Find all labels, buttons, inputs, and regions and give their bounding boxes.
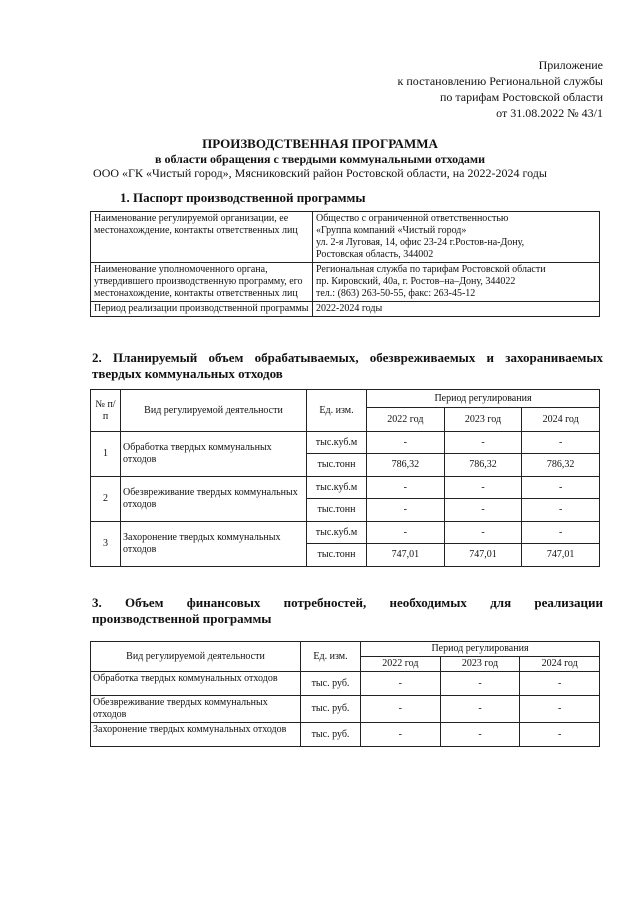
unit-cell: тыс.тонн [307, 499, 367, 522]
table-row [91, 263, 600, 302]
passport-value [313, 212, 600, 263]
value-line: пр. Кировский, 40а, г. Ростов–на–Дону, 344022 [316, 276, 516, 287]
year-header: 2023 год [444, 408, 522, 432]
appendix-line: по тарифам Ростовской области [439, 90, 603, 104]
value-line: 2022-2024 годы [316, 303, 383, 314]
year-header: 2022 год [367, 408, 445, 432]
row-number: 2 [91, 477, 121, 522]
unit-cell: тыс. руб. [301, 672, 361, 696]
table-row [91, 723, 600, 747]
section3-heading [92, 595, 603, 627]
value-cell: - [367, 432, 445, 454]
year-header: 2024 год [522, 408, 600, 432]
activity-cell: Захоронение твердых коммунальных отходов [121, 522, 307, 567]
passport-value [313, 263, 600, 302]
value-cell: 747,01 [522, 544, 600, 567]
document-title: ПРОИЗВОДСТВЕННАЯ ПРОГРАММА [202, 136, 438, 151]
value-cell: - [444, 499, 522, 522]
table-row [91, 672, 600, 696]
appendix-block [398, 57, 603, 121]
table-row [91, 212, 600, 263]
table-header-row [91, 642, 600, 657]
unit-cell: тыс.тонн [307, 454, 367, 477]
row-number: 3 [91, 522, 121, 567]
value-cell: 747,01 [444, 544, 522, 567]
section2-heading: 2. Планируемый объем обрабатываемых, обезвреживаемых и захораниваемых твердых коммунальных отходов [92, 350, 603, 381]
table-row [91, 477, 600, 499]
unit-cell: тыс. руб. [301, 723, 361, 747]
passport-table [90, 211, 600, 317]
value-cell: - [520, 723, 600, 747]
col-header: Ед. изм. [307, 390, 367, 432]
value-line: Региональная служба по тарифам Ростовской области [316, 264, 546, 275]
value-line: ул. 2-я Луговая, 14, офис 23-24 г.Ростов-на-Дону, [316, 237, 525, 248]
col-header: № п/п [91, 390, 121, 432]
year-header: 2023 год [440, 657, 520, 672]
activity-cell: Обработка твердых коммунальных отходов [121, 432, 307, 477]
table-row [91, 522, 600, 544]
value-cell: - [520, 696, 600, 723]
document-subtitle: в области обращения с твердыми коммунальными отходами [154, 152, 485, 166]
activity-cell: Обработка твердых коммунальных отходов [91, 672, 301, 696]
value-line: тел.: (863) 263-50-55, факс: 263-45-12 [316, 288, 476, 299]
activity-cell: Захоронение твердых коммунальных отходов [91, 723, 301, 747]
table-row [91, 432, 600, 454]
col-header: Период регулирования [361, 642, 600, 657]
year-header: 2022 год [361, 657, 441, 672]
value-cell: - [361, 672, 441, 696]
value-cell: 747,01 [367, 544, 445, 567]
activity-cell: Обезвреживание твердых коммунальных отходов [121, 477, 307, 522]
appendix-line: Приложение [538, 58, 603, 72]
finance-table [90, 641, 600, 747]
value-cell: - [522, 499, 600, 522]
passport-label: Наименование регулируемой организации, ее местонахождение, контакты ответственных лиц [91, 212, 313, 263]
section1-heading: 1. Паспорт производственной программы [120, 190, 366, 205]
year-header: 2024 год [520, 657, 600, 672]
value-cell: - [444, 522, 522, 544]
value-cell: - [367, 499, 445, 522]
appendix-line: от 31.08.2022 № 43/1 [496, 106, 603, 120]
col-header: Ед. изм. [301, 642, 361, 672]
value-cell: - [522, 432, 600, 454]
table-header-row [91, 390, 600, 408]
col-header: Период регулирования [367, 390, 600, 408]
passport-label: Наименование уполномоченного органа, утвердившего производственную программу, его местонахождение, контакты ответственных лиц [91, 263, 313, 302]
table-row [91, 696, 600, 723]
unit-cell: тыс.куб.м [307, 432, 367, 454]
value-cell: - [444, 432, 522, 454]
row-number: 1 [91, 432, 121, 477]
section3-heading-line: производственной программы [92, 611, 272, 626]
value-line: Ростовская область, 344002 [316, 249, 434, 260]
appendix-line: к постановлению Региональной службы [397, 74, 603, 88]
unit-cell: тыс.куб.м [307, 477, 367, 499]
document-organization: ООО «ГК «Чистый город», Мясниковский район Ростовской области, на 2022-2024 годы [93, 166, 547, 180]
value-cell: 786,32 [444, 454, 522, 477]
value-line: Общество с ограниченной ответственностью [316, 213, 509, 224]
value-cell: - [444, 477, 522, 499]
value-cell: - [440, 723, 520, 747]
value-cell: - [367, 522, 445, 544]
passport-value [313, 302, 600, 317]
value-cell: - [367, 477, 445, 499]
value-cell: - [440, 672, 520, 696]
value-cell: - [522, 477, 600, 499]
value-cell: - [440, 696, 520, 723]
value-cell: 786,32 [522, 454, 600, 477]
col-header: Вид регулируемой деятельности [91, 642, 301, 672]
unit-cell: тыс.куб.м [307, 522, 367, 544]
unit-cell: тыс. руб. [301, 696, 361, 723]
activity-cell: Обезвреживание твердых коммунальных отходов [91, 696, 301, 723]
value-cell: - [361, 696, 441, 723]
section3-heading-line: 3. Объем финансовых потребностей, необходимых для реализации [92, 595, 603, 610]
value-line: «Группа компаний «Чистый город» [316, 225, 467, 236]
value-cell: - [520, 672, 600, 696]
passport-label: Период реализации производственной программы [91, 302, 313, 317]
value-cell: 786,32 [367, 454, 445, 477]
col-header: Вид регулируемой деятельности [121, 390, 307, 432]
unit-cell: тыс.тонн [307, 544, 367, 567]
volume-table [90, 389, 600, 567]
value-cell: - [361, 723, 441, 747]
table-row [91, 302, 600, 317]
value-cell: - [522, 522, 600, 544]
